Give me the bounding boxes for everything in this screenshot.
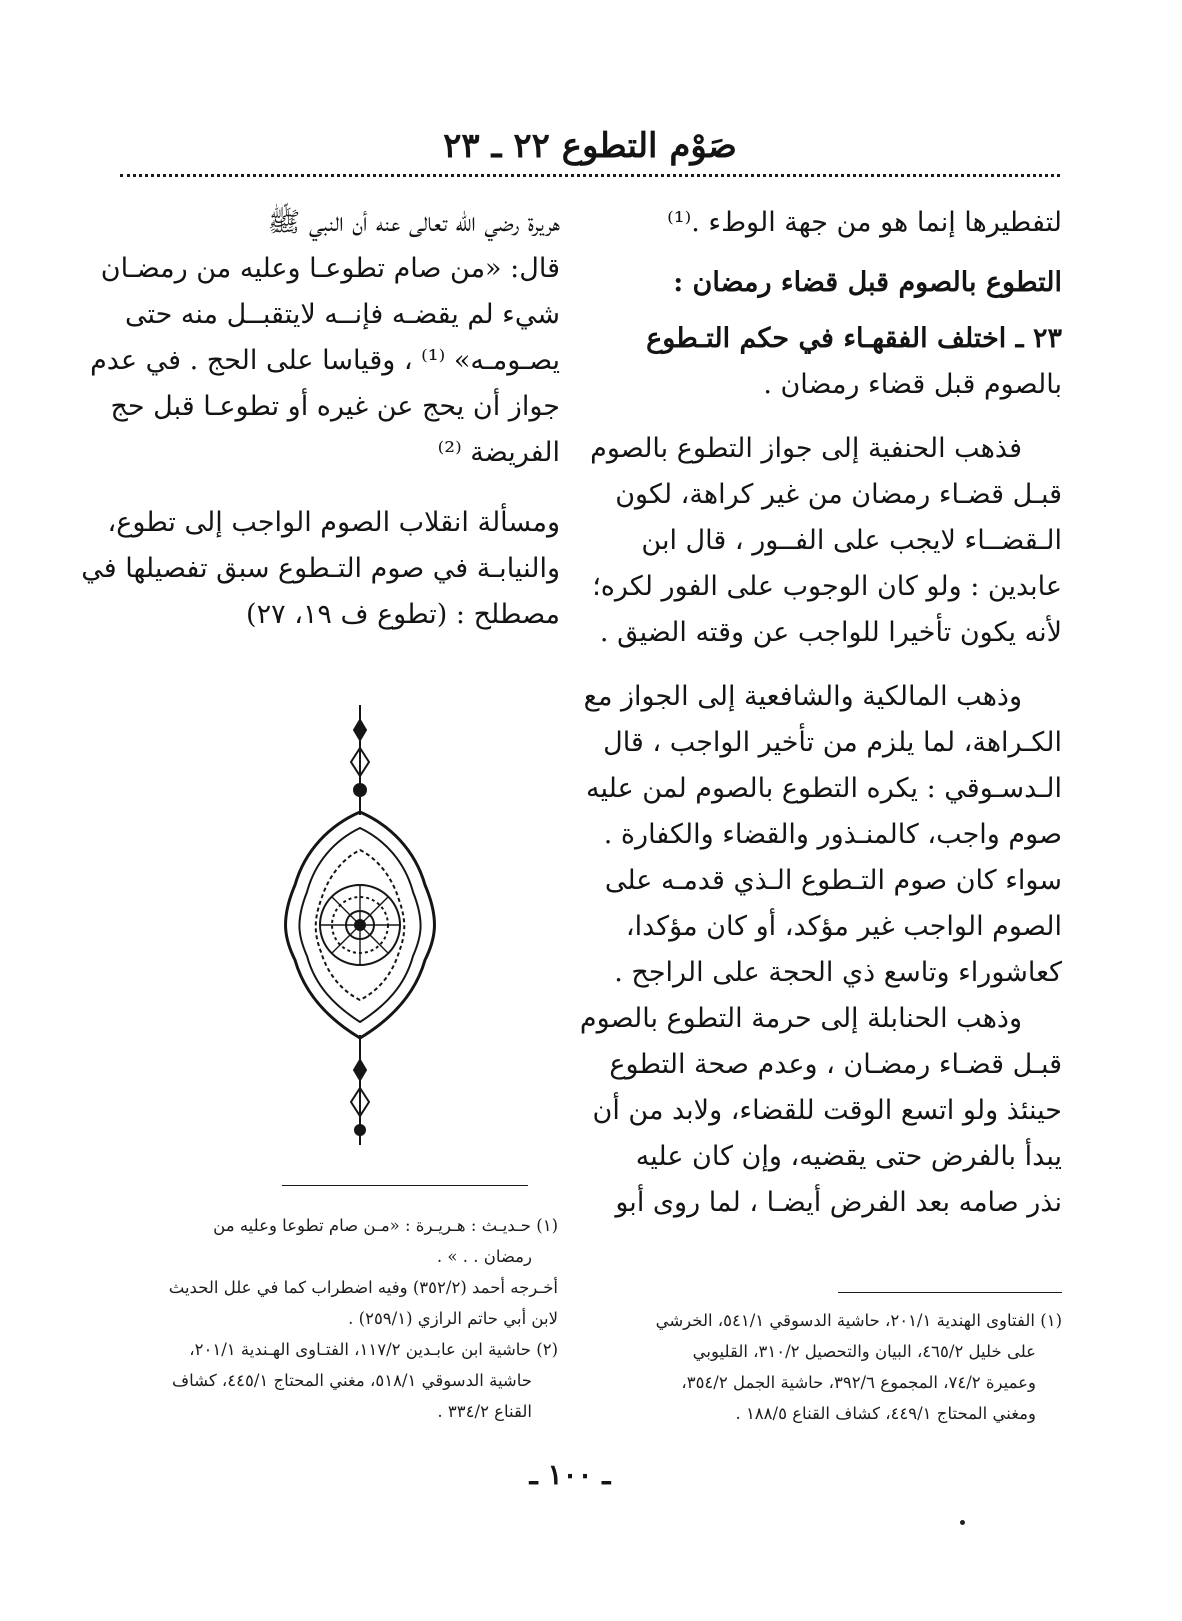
header-dotted-rule xyxy=(120,174,1060,177)
footnote-1-takhrij xyxy=(118,1272,558,1334)
text-line: قال: «من صام تطوعـا وعليه من رمضـان xyxy=(100,253,560,284)
footnotes-left xyxy=(118,1210,558,1427)
ornament-icon xyxy=(275,700,445,1150)
text-line: كعاشوراء وتاسع ذي الحجة على الراجح . xyxy=(614,957,1062,988)
text-line: الفريضة ⁽²⁾ xyxy=(437,437,560,468)
paragraph-maliki xyxy=(583,674,1062,996)
text-line: هريرة رضي الله تعالى عنه أن النبي ﷺ xyxy=(267,207,560,238)
intro-paragraph xyxy=(625,200,1062,246)
text-line: فذهب الحنفية إلى جواز التطوع بالصوم xyxy=(590,433,1022,464)
footnote-line: (١) حـديـث : هـريـرة : «مـن صام تطوعا وعليه من xyxy=(213,1216,558,1235)
running-header xyxy=(120,118,1060,174)
paragraph-masala xyxy=(81,500,560,638)
paragraph-hanafi xyxy=(590,426,1062,656)
text-line: جواز أن يحج عن غيره أو تطوعـا قبل حج xyxy=(110,391,560,422)
footnote-line: على خليل ٤٦٥/٢، البيان والتحصيل ٣١٠/٢، القليوبي xyxy=(692,1342,1036,1361)
text-line: ٢٣ ـ اختلف الفقهـاء في حكم التـطوع xyxy=(646,323,1062,354)
text-line: يبدأ بالفرض حتى يقضيه، وإن كان عليه xyxy=(635,1141,1062,1172)
right-column xyxy=(579,200,1062,1226)
footnote-line: القناع ٣٣٤/٢ . xyxy=(437,1402,532,1421)
footnote-line: (٢) حاشية ابن عابـدين ١١٧/٢، الفتـاوى الهـندية ٢٠١/١، xyxy=(189,1340,558,1359)
text-line: قبـل قضـاء رمضان من غير كراهة، لكون xyxy=(615,479,1062,510)
text-line: حينئذ ولو اتسع الوقت للقضاء، ولابد من أن xyxy=(592,1095,1062,1126)
footnote-1 xyxy=(118,1210,558,1272)
text-line: بالصوم قبل قضاء رمضان . xyxy=(763,369,1062,400)
text-line: الـدسـوقي : يكره التطوع بالصوم لمن عليه xyxy=(586,773,1062,804)
footnote-line: حاشية الدسوقي ٥١٨/١، مغني المحتاج ٤٤٥/١، كشاف xyxy=(171,1371,532,1390)
footnote-line: رمضان . . » . xyxy=(436,1247,532,1266)
footnote-divider-left xyxy=(282,1185,528,1186)
scan-speck xyxy=(960,1520,965,1525)
text-line: الـقضــاء لايجب على الفــور ، قال ابن xyxy=(641,525,1062,556)
text-line: نذر صامه بعد الفرض أيضـا ، لما روى أبو xyxy=(615,1187,1062,1218)
footnote-line: وعميرة ٧٤/٢، المجموع ٣٩٢/٦، حاشية الجمل ٣٥٤/٢، xyxy=(681,1373,1036,1392)
footnotes-right xyxy=(625,1305,1062,1429)
text-line: لأنه يكون تأخيرا للواجب عن وقته الضيق . xyxy=(599,617,1062,648)
footnote-line: (١) الفتاوى الهندية ٢٠١/١، حاشية الدسوقي ٥٤١/١، الخرشي xyxy=(655,1311,1062,1330)
text-line: يصـومـه» ⁽¹⁾ ، وقياسا على الحج . في عدم xyxy=(90,345,560,376)
footnote-line: أخـرجه أحمد (٣٥٢/٢) وفيه اضطراب كما في علل الحديث xyxy=(168,1278,558,1297)
text-line: وذهب المالكية والشافعية إلى الجواز مع xyxy=(583,681,1022,712)
paragraph-hadith xyxy=(90,200,560,476)
text-line: وذهب الحنابلة إلى حرمة التطوع بالصوم xyxy=(579,1003,1022,1034)
footnote-1 xyxy=(625,1305,1062,1429)
footnote-line: لابن أبي حاتم الرازي (٢٥٩/١) . xyxy=(348,1309,558,1328)
text-line: الصوم الواجب غير مؤكد، أو كان مؤكدا، xyxy=(625,911,1062,942)
text-line: عابدين : ولو كان الوجوب على الفور لكره؛ xyxy=(592,571,1062,602)
footnote-divider-right xyxy=(838,1292,1062,1293)
text-line: الكـراهة، لما يلزم من تأخير الواجب ، قال xyxy=(603,727,1062,758)
text-line: والنيابـة في صوم التـطوع سبق تفصيلها في xyxy=(81,553,560,584)
text-line: سواء كان صوم التـطوع الـذي قدمـه على xyxy=(604,865,1062,896)
text-line: مصطلح : (تطوع ف ١٩، ٢٧) xyxy=(246,599,560,630)
page-title: صَوْم التطوع ٢٢ ـ ٢٣ xyxy=(443,126,737,166)
page-number: ـ ١٠٠ ـ xyxy=(529,1458,611,1491)
footnote-line: ومغني المحتاج ٤٤٩/١، كشاف القناع ١٨٨/٥ . xyxy=(735,1404,1036,1423)
text-line: لتفطيرها إنما هو من جهة الوطء .⁽¹⁾ xyxy=(667,207,1062,238)
text-line: شيء لم يقضـه فإنــه لايتقبــل منه حتى xyxy=(125,299,560,330)
section-heading: التطوع بالصوم قبل قضاء رمضان : xyxy=(673,267,1062,298)
text-line: ومسألة انقلاب الصوم الواجب إلى تطوع، xyxy=(107,507,560,538)
text-line: صوم واجب، كالمنـذور والقضاء والكفارة . xyxy=(603,819,1062,850)
paragraph-23 xyxy=(625,316,1062,408)
left-column xyxy=(81,200,560,638)
footnote-2 xyxy=(118,1334,558,1427)
text-line: قبـل قضـاء رمضـان ، وعدم صحة التطوع xyxy=(609,1049,1062,1080)
paragraph-hanbali xyxy=(579,996,1062,1226)
